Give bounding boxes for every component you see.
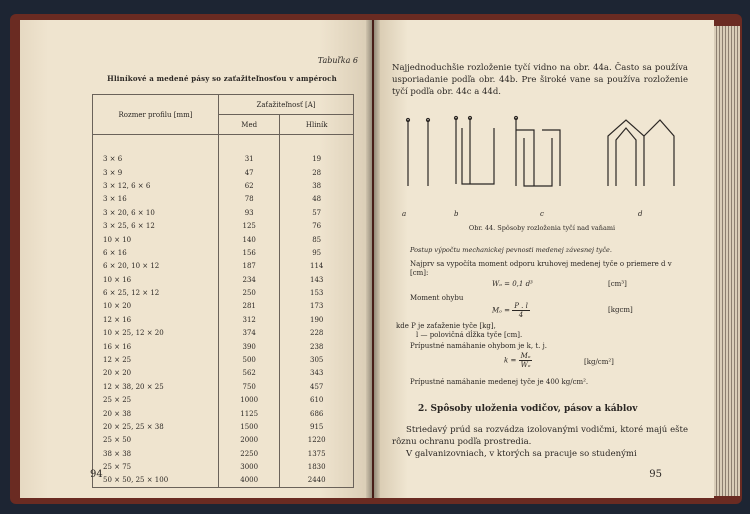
table-row: [93, 460, 354, 473]
table-row: [93, 153, 354, 166]
cell-med: 93: [219, 206, 280, 219]
cell-hlinik: 686: [280, 407, 354, 420]
section-heading: 2. Spôsoby uloženia vodičov, pásov a káblov: [418, 404, 638, 414]
table-row: [93, 474, 354, 487]
cell-hlinik: 76: [280, 219, 354, 232]
table-row: [93, 206, 354, 219]
cell-med: 47: [219, 166, 280, 179]
cell-med: 562: [219, 367, 280, 380]
unit-3: [kg/cm²]: [584, 358, 614, 366]
cell-hlinik: 238: [280, 340, 354, 353]
cell-hlinik: 57: [280, 206, 354, 219]
cell-hlinik: 95: [280, 246, 354, 259]
table-body: [93, 135, 354, 488]
cell-rozmer: 25 × 25: [93, 394, 219, 407]
cell-hlinik: 114: [280, 260, 354, 273]
cell-hlinik: 457: [280, 380, 354, 393]
cell-hlinik: 1830: [280, 460, 354, 473]
cell-hlinik: 915: [280, 420, 354, 433]
definition-1: kde P je zaťaženie tyče [kg],: [396, 322, 496, 330]
subheading: Postup výpočtu mechanickej pevnosti medenej závesnej tyče.: [410, 246, 612, 254]
table-row: [93, 273, 354, 286]
cell-hlinik: 228: [280, 327, 354, 340]
cell-rozmer: 10 × 25, 12 × 20: [93, 327, 219, 340]
text-2: Prípustné namáhanie ohybom je k, t. j.: [410, 342, 547, 350]
cell-rozmer: 6 × 25, 12 × 12: [93, 286, 219, 299]
body-paragraph-2: V galvanizovniach, v ktorých sa pracuje so studenými: [406, 449, 637, 459]
cell-hlinik: 190: [280, 313, 354, 326]
text-1: Najprv sa vypočíta moment odporu kruhovej medenej tyče o priemere d v [cm]:: [410, 260, 672, 277]
unit-1: [cm³]: [608, 280, 627, 288]
cell-med: 2250: [219, 447, 280, 460]
table-row: [93, 434, 354, 447]
cell-med: 500: [219, 353, 280, 366]
diagram-label-b: b: [454, 210, 459, 218]
cell-rozmer: 6 × 20, 10 × 12: [93, 260, 219, 273]
table-row: [93, 219, 354, 232]
cell-rozmer: 12 × 16: [93, 313, 219, 326]
unit-2: [kgcm]: [608, 306, 633, 314]
formula-2-left: Mₒ =: [492, 306, 510, 315]
diagram-label-a: a: [402, 210, 407, 218]
diagram-label-d: d: [638, 210, 643, 218]
table-row: [93, 246, 354, 259]
definition-2: l — polovičná dĺžka tyče [cm].: [416, 331, 523, 339]
cell-rozmer: 12 × 25: [93, 353, 219, 366]
cell-hlinik: 19: [280, 153, 354, 166]
cell-med: 2000: [219, 434, 280, 447]
book-gutter: [366, 20, 380, 498]
cell-med: 1000: [219, 394, 280, 407]
cell-hlinik: 2440: [280, 474, 354, 487]
page-edges: [714, 26, 740, 496]
cell-med: 312: [219, 313, 280, 326]
table-row: [93, 340, 354, 353]
cell-hlinik: 610: [280, 394, 354, 407]
table-row: [93, 407, 354, 420]
table-row: [93, 286, 354, 299]
cell-rozmer: 3 × 25, 6 × 12: [93, 219, 219, 232]
table-row: [93, 233, 354, 246]
cell-rozmer: 3 × 6: [93, 153, 219, 166]
table-row: [93, 300, 354, 313]
cell-rozmer: 3 × 16: [93, 193, 219, 206]
cell-rozmer: 38 × 38: [93, 447, 219, 460]
left-page: [20, 20, 372, 498]
cell-rozmer: 50 × 50, 25 × 100: [93, 474, 219, 487]
cell-med: 187: [219, 260, 280, 273]
cell-med: 78: [219, 193, 280, 206]
cell-med: 250: [219, 286, 280, 299]
table-title: Hliníkové a medené pásy so zaťažiteľnosťou v ampéroch: [107, 74, 337, 83]
cell-med: 62: [219, 179, 280, 192]
table-row: [93, 394, 354, 407]
cell-med: 140: [219, 233, 280, 246]
cell-med: 374: [219, 327, 280, 340]
cell-med: 3000: [219, 460, 280, 473]
cell-med: 31: [219, 153, 280, 166]
page-number-left: 94: [90, 469, 103, 480]
cell-rozmer: 20 × 25, 25 × 38: [93, 420, 219, 433]
cell-hlinik: 1375: [280, 447, 354, 460]
cell-med: 4000: [219, 474, 280, 487]
table-row: [93, 353, 354, 366]
formula-1: Wₒ = 0,1 d³: [492, 280, 533, 288]
cell-med: 125: [219, 219, 280, 232]
cell-hlinik: 305: [280, 353, 354, 366]
text-3: Prípustné namáhanie medenej tyče je 400 kg/cm².: [410, 378, 589, 386]
cell-rozmer: 6 × 16: [93, 246, 219, 259]
cell-med: 234: [219, 273, 280, 286]
table-row: [93, 380, 354, 393]
table-row: [93, 420, 354, 433]
header-med: Med: [219, 115, 280, 135]
cell-rozmer: 3 × 9: [93, 166, 219, 179]
table-row: [93, 313, 354, 326]
load-table: [92, 94, 354, 488]
cell-rozmer: 3 × 20, 6 × 10: [93, 206, 219, 219]
cell-med: 156: [219, 246, 280, 259]
formula-3-den: Wₒ: [520, 361, 531, 369]
table-label: Tabuľka 6: [317, 56, 358, 65]
cell-rozmer: 20 × 20: [93, 367, 219, 380]
figure-caption: Obr. 44. Spôsoby rozloženia tyčí nad vaňami: [468, 224, 616, 232]
cell-hlinik: 38: [280, 179, 354, 192]
cell-hlinik: 343: [280, 367, 354, 380]
page-number-right: 95: [649, 469, 662, 480]
body-paragraph-1: Striedavý prúd sa rozvádza izolovanými vodičmi, ktoré majú ešte rôznu ochranu podľa prostredia.: [392, 425, 688, 447]
intro-paragraph: Najjednoduchšie rozloženie tyčí vidno na obr. 44a. Často sa používa usporiadanie podľa obr. 44b. Pre široké vane sa používa rozloženie tyčí podľa obr. 44c a 44d.: [392, 63, 688, 97]
cell-med: 1125: [219, 407, 280, 420]
table-row: [93, 367, 354, 380]
header-zatazitelnost: Zaťažiteľnosť [A]: [219, 95, 354, 115]
table-row: [93, 179, 354, 192]
cell-rozmer: 10 × 10: [93, 233, 219, 246]
table-row: [93, 447, 354, 460]
cell-med: 1500: [219, 420, 280, 433]
cell-rozmer: 16 × 16: [93, 340, 219, 353]
formula-3: [504, 352, 532, 369]
bar-layout-diagram: [394, 104, 686, 228]
cell-rozmer: 20 × 38: [93, 407, 219, 420]
cell-hlinik: 1220: [280, 434, 354, 447]
cell-hlinik: 28: [280, 166, 354, 179]
cell-rozmer: 10 × 20: [93, 300, 219, 313]
header-rozmer: Rozmer profilu [mm]: [93, 95, 219, 135]
diagram-label-c: c: [540, 210, 544, 218]
cell-med: 750: [219, 380, 280, 393]
cell-rozmer: 12 × 38, 20 × 25: [93, 380, 219, 393]
cell-hlinik: 143: [280, 273, 354, 286]
cell-hlinik: 48: [280, 193, 354, 206]
header-hlinik: Hliník: [280, 115, 354, 135]
table-row: [93, 260, 354, 273]
table-row: [93, 193, 354, 206]
formula-2-num: P . l: [514, 302, 528, 310]
moment-label: Moment ohybu: [410, 294, 464, 302]
table-row: [93, 166, 354, 179]
cell-med: 390: [219, 340, 280, 353]
formula-3-left: k =: [504, 356, 517, 365]
formula-2: [492, 302, 530, 319]
cell-hlinik: 173: [280, 300, 354, 313]
cell-rozmer: 25 × 75: [93, 460, 219, 473]
cell-med: 281: [219, 300, 280, 313]
cell-hlinik: 85: [280, 233, 354, 246]
formula-3-num: Mₒ: [519, 352, 533, 361]
table-row: [93, 327, 354, 340]
right-page: [374, 20, 714, 498]
cell-rozmer: 3 × 12, 6 × 6: [93, 179, 219, 192]
cell-rozmer: 10 × 16: [93, 273, 219, 286]
formula-2-den: 4: [518, 311, 524, 319]
cell-hlinik: 153: [280, 286, 354, 299]
cell-rozmer: 25 × 50: [93, 434, 219, 447]
